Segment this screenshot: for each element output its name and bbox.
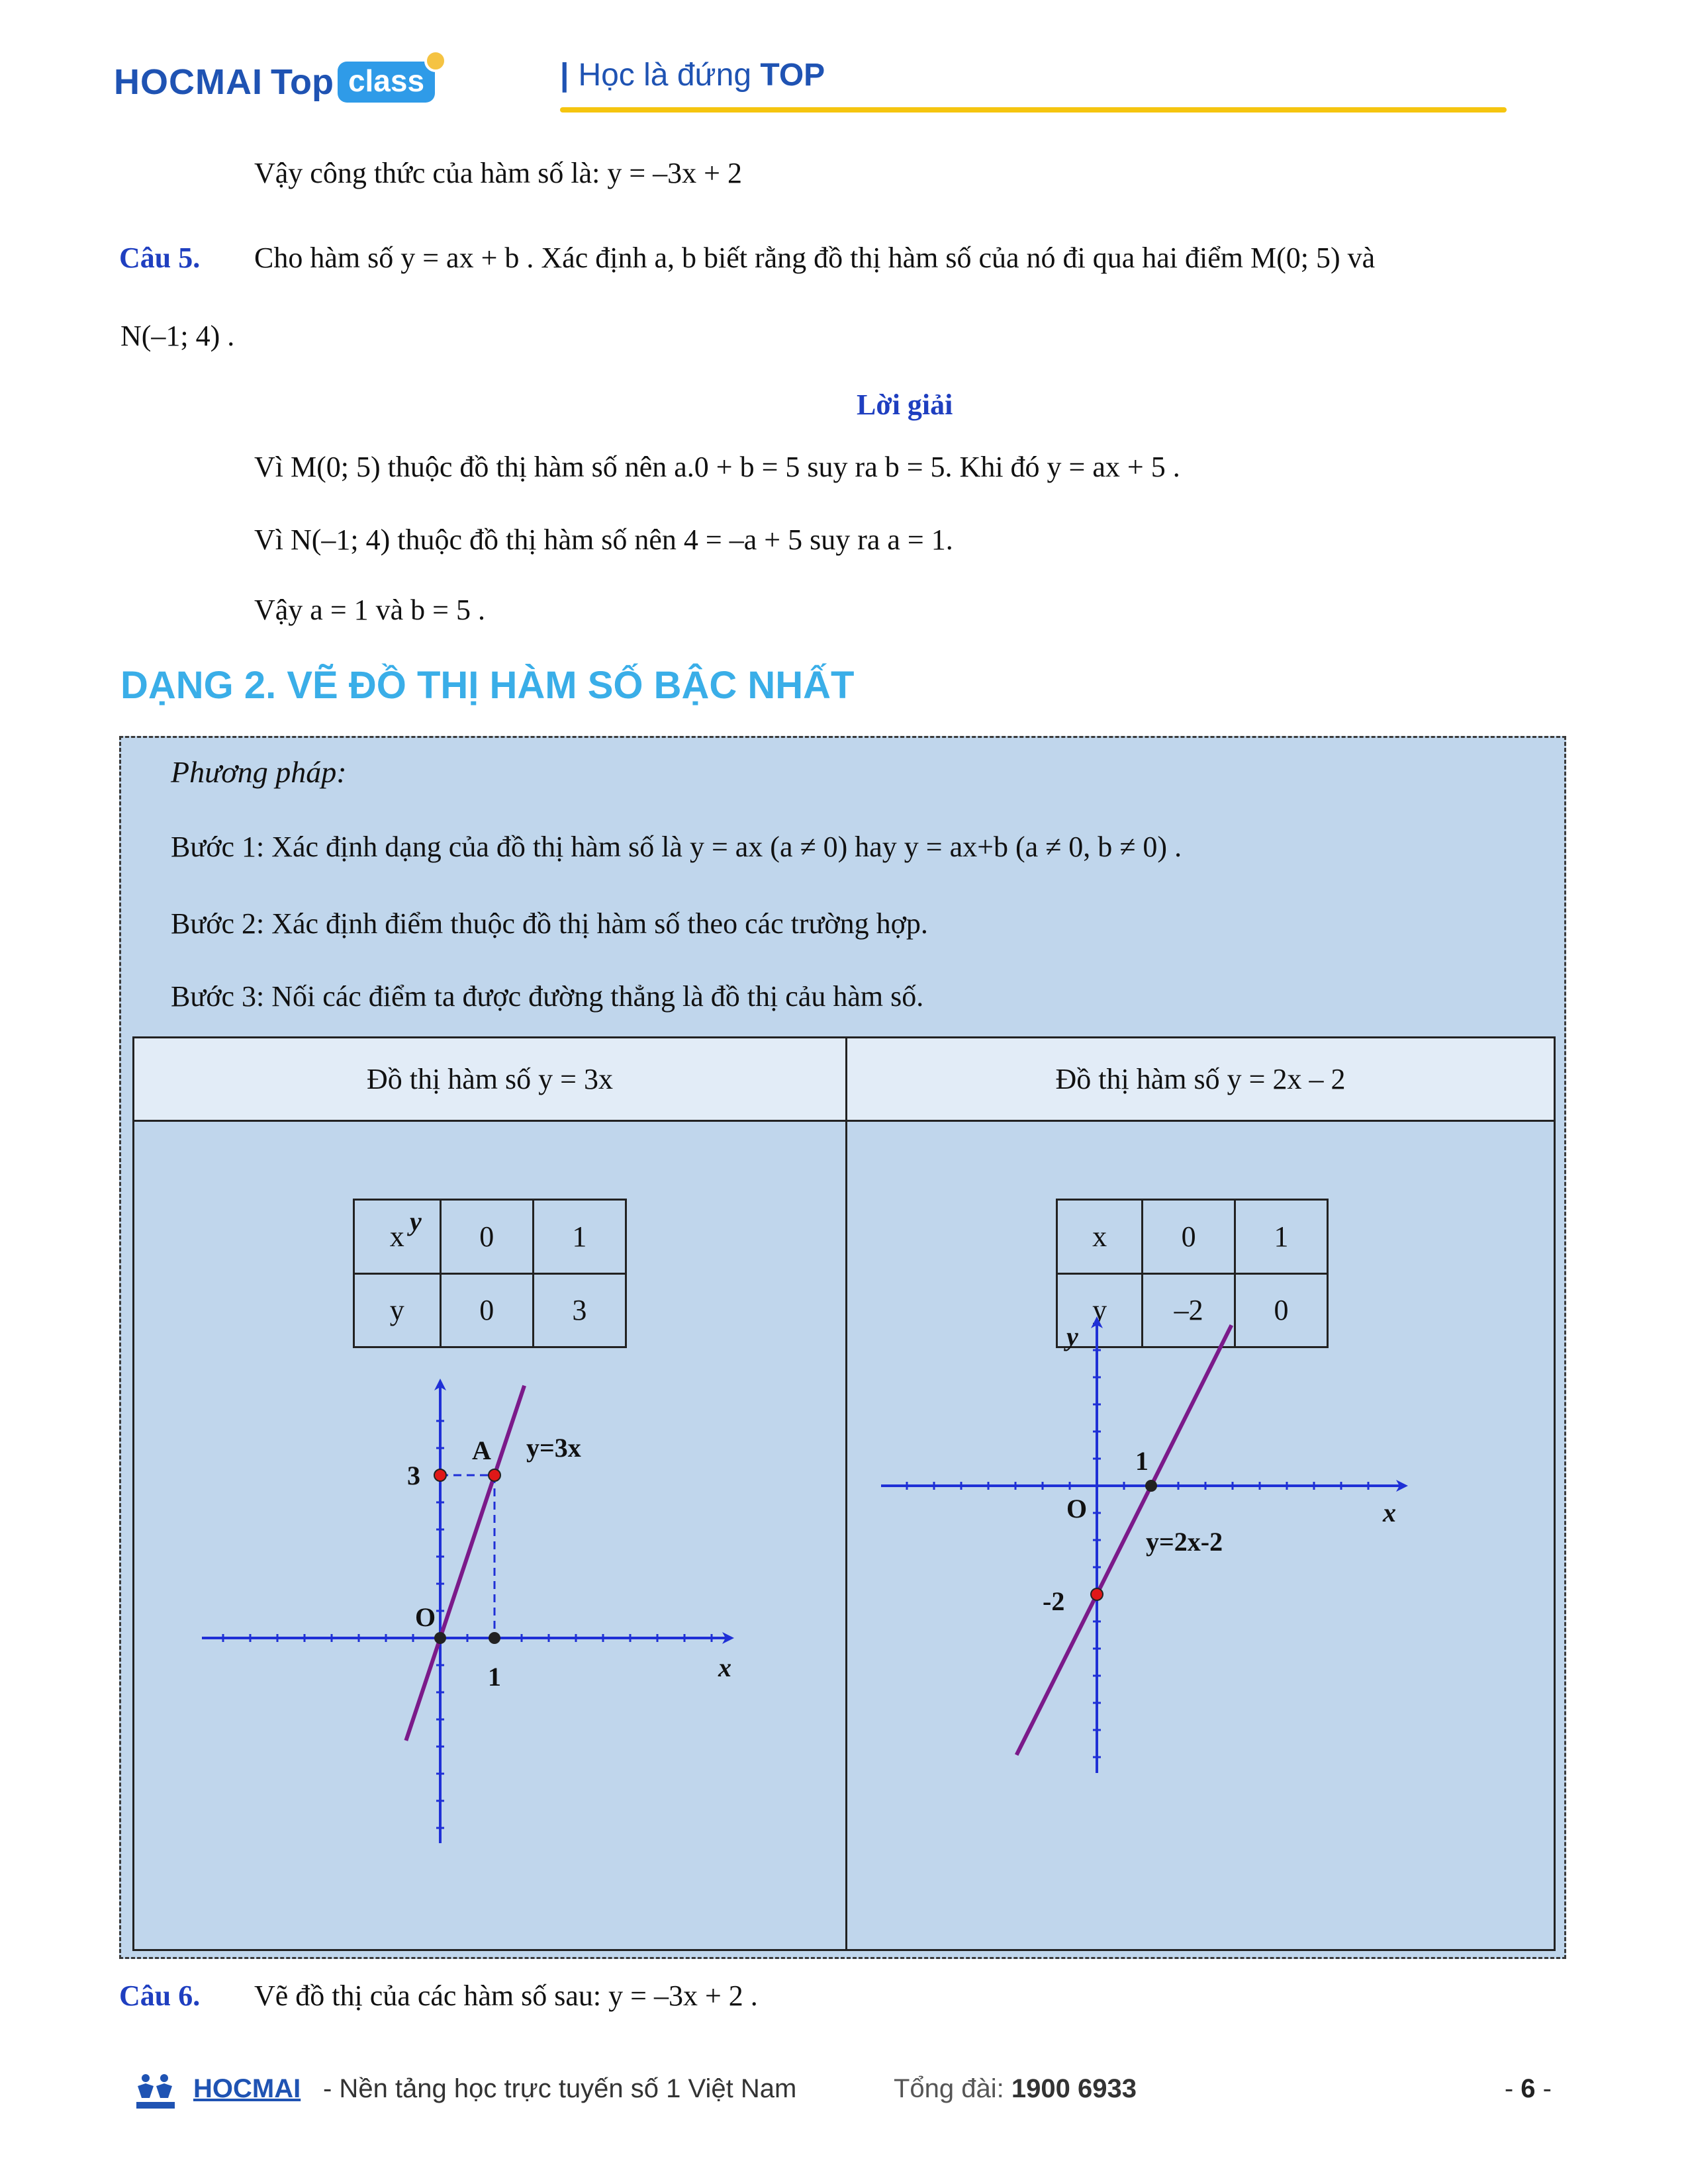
table-cell: 1	[1235, 1200, 1328, 1274]
table-cell: 3	[533, 1273, 626, 1347]
plot-right	[847, 1122, 1552, 1949]
slogan-divider: |	[560, 58, 569, 93]
graph-header-left-text: Đồ thị hàm số y = 3x	[367, 1063, 613, 1095]
origin-marker	[434, 1632, 446, 1644]
method-title: Phương pháp:	[171, 755, 347, 789]
question5-label: Câu 5.	[119, 242, 201, 274]
y-axis-label: y	[410, 1206, 422, 1236]
header-slogan	[560, 57, 825, 93]
footer-tagline: - Nền tảng học trực tuyến số 1 Việt Nam	[323, 2074, 797, 2103]
section-title: DẠNG 2. VẼ ĐỒ THỊ HÀM SỐ BẬC NHẤT	[120, 664, 855, 707]
table-cell: x	[354, 1200, 441, 1274]
question6-text: Vẽ đồ thị của các hàm số sau: y = –3x + 2 .	[254, 1979, 758, 2012]
tick-label-x: 1	[1135, 1446, 1149, 1476]
tick-label-y: -2	[1043, 1586, 1065, 1616]
tick-label-y: 3	[407, 1461, 420, 1490]
table-cell: 0	[440, 1200, 533, 1274]
solution-step1: Vì M(0; 5) thuộc đồ thị hàm số nên a.0 + b = 5 suy ra b = 5. Khi đó y = ax + 5 .	[254, 451, 1180, 483]
point-x-intercept-marker	[1145, 1480, 1157, 1492]
table-cell: 0	[1235, 1273, 1328, 1347]
table-cell: –2	[1143, 1273, 1235, 1347]
plot-left	[134, 1122, 845, 1949]
point-y-intercept-marker	[1091, 1588, 1103, 1600]
line-label: y=2x-2	[1146, 1527, 1223, 1557]
point-y-intercept-marker	[434, 1469, 446, 1481]
point-x1-marker	[489, 1632, 500, 1644]
graph-header-right-text: Đồ thị hàm số y = 2x – 2	[1055, 1063, 1346, 1095]
y-axis-label: y	[1066, 1322, 1078, 1351]
brand-name: HOCMAI	[114, 62, 263, 102]
footer-brand-link[interactable]: HOCMAI	[193, 2074, 301, 2103]
solution-step2: Vì N(–1; 4) thuộc đồ thị hàm số nên 4 = –a + 5 suy ra a = 1.	[254, 523, 953, 556]
graph-header-left	[134, 1038, 847, 1122]
origin-label: O	[415, 1602, 436, 1632]
question5-text: Cho hàm số y = ax + b . Xác định a, b biết rằng đồ thị hàm số của nó đi qua hai điểm M(0; 5) và	[254, 242, 1376, 274]
sun-icon	[424, 50, 447, 72]
table-cell: 0	[1143, 1200, 1235, 1274]
page-number-value: 6	[1521, 2074, 1536, 2103]
brand-class-badge	[338, 62, 435, 103]
hocmai-logo-icon	[134, 2071, 177, 2111]
page-suffix: -	[1542, 2074, 1552, 2103]
question6-label: Câu 6.	[119, 1979, 201, 2012]
point-a-label: A	[472, 1435, 491, 1465]
footer	[119, 2069, 1569, 2115]
intro-conclusion: Vậy công thức của hàm số là: y = –3x + 2	[254, 157, 742, 189]
slogan-top: TOP	[760, 58, 825, 93]
hotline-number: 1900 6933	[1011, 2074, 1137, 2103]
brand-top: Top	[270, 62, 334, 102]
solution-title: Lời giải	[857, 388, 953, 421]
graph-header-right	[847, 1038, 1554, 1122]
header-rule	[560, 107, 1507, 113]
table-cell: 1	[533, 1200, 626, 1274]
x-axis-label: x	[1383, 1498, 1396, 1527]
origin-label: O	[1066, 1494, 1088, 1524]
x-axis-label: x	[718, 1653, 731, 1682]
method-step1: Bước 1: Xác định dạng của đồ thị hàm số là y = ax (a ≠ 0) hay y = ax+b (a ≠ 0, b ≠ 0) .	[171, 831, 1182, 863]
table-cell: x	[1057, 1200, 1143, 1274]
table-cell: y	[1057, 1273, 1143, 1347]
brand-class-text: class	[348, 64, 425, 98]
point-a-marker	[489, 1469, 500, 1481]
graph-cell-right	[847, 1122, 1554, 1949]
graph-table	[132, 1036, 1556, 1951]
function-line	[406, 1386, 524, 1741]
method-step2: Bước 2: Xác định điểm thuộc đồ thị hàm số theo các trường hợp.	[171, 907, 928, 940]
table-cell: 0	[440, 1273, 533, 1347]
page-number	[1505, 2074, 1552, 2104]
graph-cell-left	[134, 1122, 847, 1949]
footer-hotline	[894, 2074, 1137, 2104]
solution-step3: Vậy a = 1 và b = 5 .	[254, 594, 485, 626]
brand-logo	[114, 56, 435, 109]
table-cell: y	[354, 1273, 441, 1347]
method-step3: Bước 3: Nối các điểm ta được đường thẳng là đồ thị cảu hàm số.	[171, 980, 924, 1013]
hotline-label: Tổng đài:	[894, 2074, 1004, 2103]
question5-text-cont: N(–1; 4) .	[120, 320, 235, 352]
tick-label-x: 1	[488, 1662, 501, 1692]
line-label: y=3x	[526, 1433, 581, 1463]
page-prefix: -	[1504, 2074, 1514, 2103]
slogan-text: Học là đứng	[578, 58, 752, 93]
